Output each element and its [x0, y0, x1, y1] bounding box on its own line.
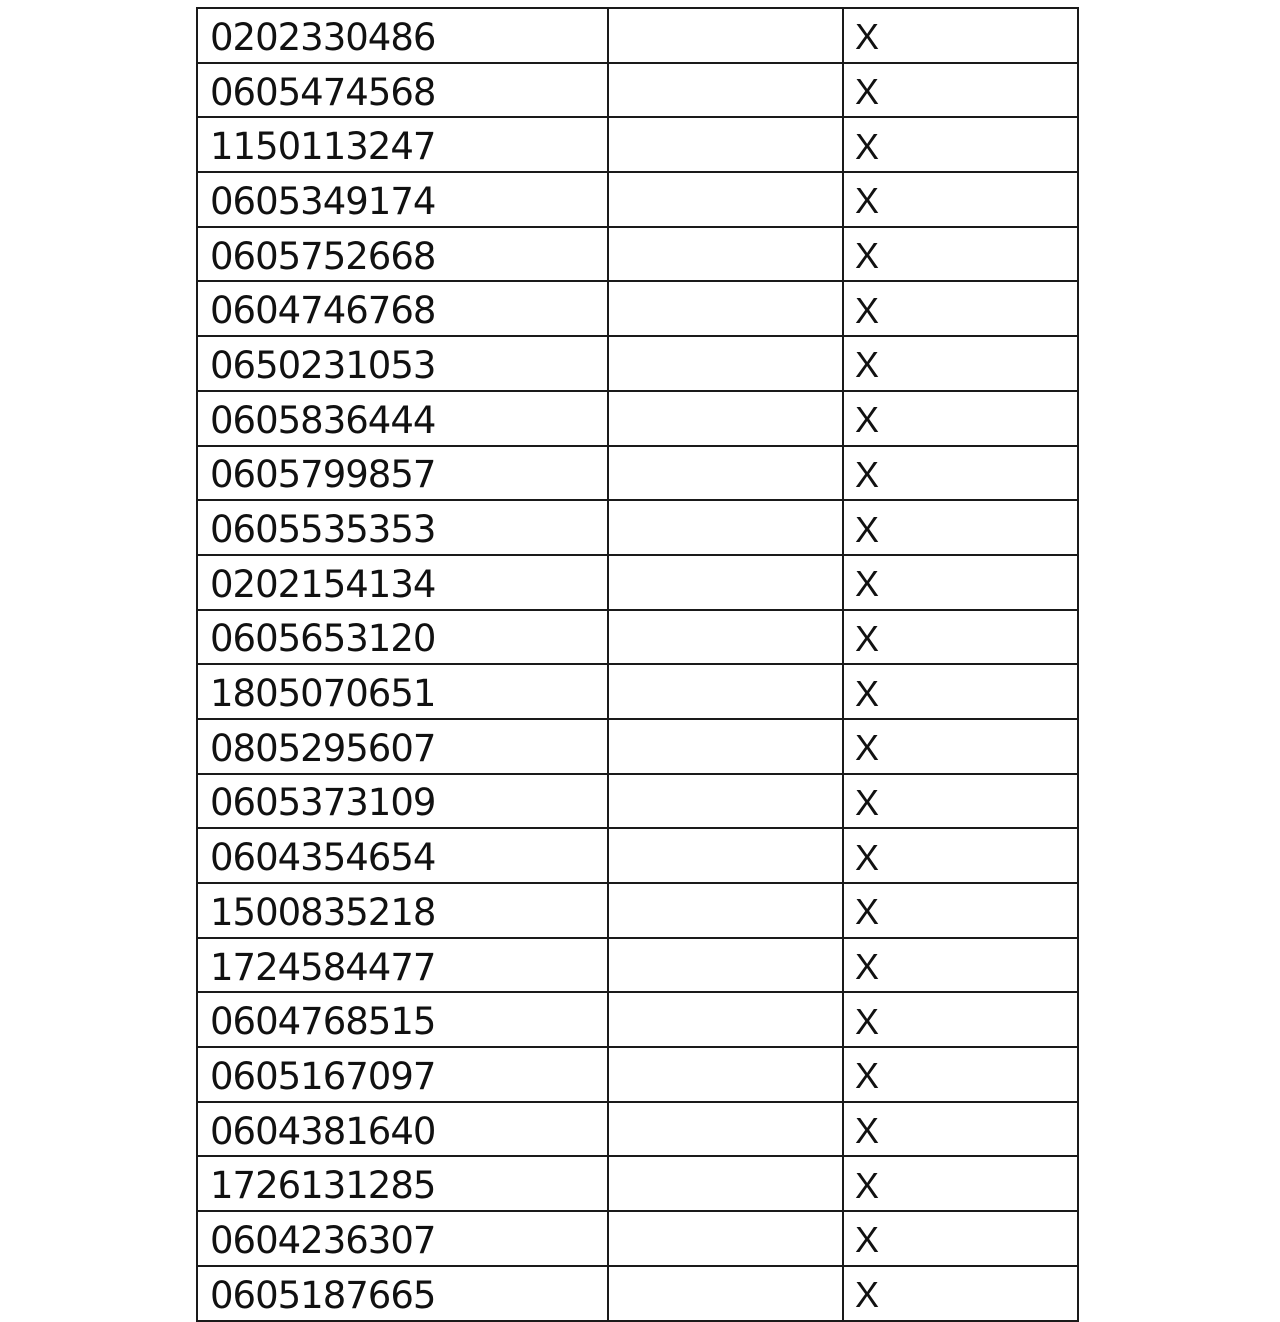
empty-cell — [608, 446, 843, 501]
table-row — [197, 1047, 1078, 1102]
empty-cell — [608, 555, 843, 610]
id-number-cell: 1805070651 — [197, 664, 608, 719]
empty-cell — [608, 1047, 843, 1102]
empty-cell — [608, 172, 843, 227]
x-mark-cell: X — [843, 1102, 1078, 1157]
id-number-cell: 0605653120 — [197, 610, 608, 665]
table-row — [197, 664, 1078, 719]
id-number-cell: 0605373109 — [197, 774, 608, 829]
x-mark-cell: X — [843, 500, 1078, 555]
id-number-cell: 0605836444 — [197, 391, 608, 446]
empty-cell — [608, 500, 843, 555]
empty-cell — [608, 227, 843, 282]
id-number-cell: 0604354654 — [197, 828, 608, 883]
empty-cell — [608, 1211, 843, 1266]
id-number-cell: 1726131285 — [197, 1156, 608, 1211]
empty-cell — [608, 883, 843, 938]
table-row — [197, 555, 1078, 610]
table-row — [197, 719, 1078, 774]
x-mark-cell: X — [843, 1156, 1078, 1211]
x-mark-cell: X — [843, 281, 1078, 336]
id-number-cell: 0650231053 — [197, 336, 608, 391]
empty-cell — [608, 938, 843, 993]
id-number-cell: 0605752668 — [197, 227, 608, 282]
x-mark-cell: X — [843, 172, 1078, 227]
table-row — [197, 336, 1078, 391]
table-row — [197, 391, 1078, 446]
table-row — [197, 446, 1078, 501]
table-row — [197, 117, 1078, 172]
id-number-cell: 1724584477 — [197, 938, 608, 993]
id-number-cell: 0605349174 — [197, 172, 608, 227]
table-row — [197, 883, 1078, 938]
table-row — [197, 1102, 1078, 1157]
x-mark-cell: X — [843, 883, 1078, 938]
id-number-cell: 0604768515 — [197, 992, 608, 1047]
table-row — [197, 500, 1078, 555]
id-number-cell: 1150113247 — [197, 117, 608, 172]
id-number-cell: 0202154134 — [197, 555, 608, 610]
table-row — [197, 1211, 1078, 1266]
x-mark-cell: X — [843, 664, 1078, 719]
empty-cell — [608, 992, 843, 1047]
x-mark-cell: X — [843, 391, 1078, 446]
empty-cell — [608, 8, 843, 63]
empty-cell — [608, 719, 843, 774]
table-row — [197, 938, 1078, 993]
table-row — [197, 1156, 1078, 1211]
table-body — [197, 8, 1078, 1321]
table-row — [197, 610, 1078, 665]
empty-cell — [608, 828, 843, 883]
table-row — [197, 1266, 1078, 1321]
table-row — [197, 63, 1078, 118]
empty-cell — [608, 1102, 843, 1157]
empty-cell — [608, 664, 843, 719]
id-number-cell: 0604746768 — [197, 281, 608, 336]
table-row — [197, 774, 1078, 829]
id-number-cell: 0605535353 — [197, 500, 608, 555]
x-mark-cell: X — [843, 117, 1078, 172]
x-mark-cell: X — [843, 227, 1078, 282]
id-number-cell: 0605187665 — [197, 1266, 608, 1321]
x-mark-cell: X — [843, 1266, 1078, 1321]
x-mark-cell: X — [843, 1047, 1078, 1102]
x-mark-cell: X — [843, 774, 1078, 829]
empty-cell — [608, 774, 843, 829]
empty-cell — [608, 281, 843, 336]
empty-cell — [608, 391, 843, 446]
empty-cell — [608, 610, 843, 665]
x-mark-cell: X — [843, 336, 1078, 391]
empty-cell — [608, 336, 843, 391]
empty-cell — [608, 117, 843, 172]
id-number-cell: 0604236307 — [197, 1211, 608, 1266]
empty-cell — [608, 1266, 843, 1321]
x-mark-cell: X — [843, 8, 1078, 63]
table-row — [197, 828, 1078, 883]
x-mark-cell: X — [843, 1211, 1078, 1266]
table-row — [197, 172, 1078, 227]
table-row — [197, 281, 1078, 336]
empty-cell — [608, 1156, 843, 1211]
id-number-cell: 0605167097 — [197, 1047, 608, 1102]
table-row — [197, 227, 1078, 282]
x-mark-cell: X — [843, 992, 1078, 1047]
x-mark-cell: X — [843, 938, 1078, 993]
table-row — [197, 8, 1078, 63]
x-mark-cell: X — [843, 610, 1078, 665]
empty-cell — [608, 63, 843, 118]
id-table — [196, 7, 1079, 1322]
x-mark-cell: X — [843, 446, 1078, 501]
x-mark-cell: X — [843, 719, 1078, 774]
x-mark-cell: X — [843, 63, 1078, 118]
id-number-cell: 0605799857 — [197, 446, 608, 501]
id-number-cell: 0604381640 — [197, 1102, 608, 1157]
table-row — [197, 992, 1078, 1047]
id-number-cell: 0605474568 — [197, 63, 608, 118]
id-number-cell: 0202330486 — [197, 8, 608, 63]
id-number-cell: 0805295607 — [197, 719, 608, 774]
x-mark-cell: X — [843, 828, 1078, 883]
id-number-cell: 1500835218 — [197, 883, 608, 938]
x-mark-cell: X — [843, 555, 1078, 610]
